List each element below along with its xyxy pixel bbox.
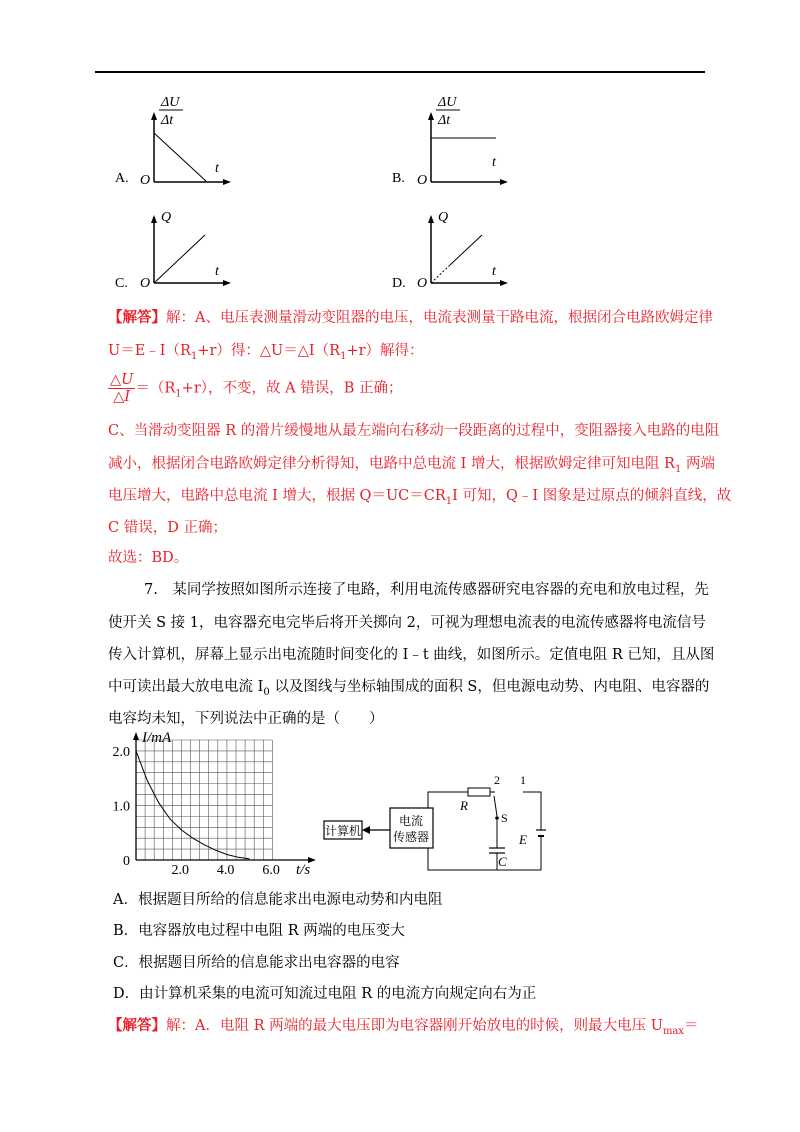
q7-line4: 中可读出最大放电电流 $I_0$ 以及图线与坐标轴围成的面积 S，但电源电动势、内电阻、电容器的 (108, 679, 710, 698)
switch-pos-1: 1 (520, 773, 526, 787)
answer6-line8: 故选：BD。 (108, 550, 189, 566)
answer6-line4: C、当滑动变阻器 R 的滑片缓慢地从最左端向右移动一段距离的过程中，变阻器接入电路的电阻 (108, 423, 720, 439)
graph-c-origin: O (140, 276, 151, 291)
graph-a-ylabel-bottom: Δt (161, 113, 174, 128)
q7-option-a[interactable]: A．根据题目所给的信息能求出电源电动势和内电阻 (113, 892, 443, 908)
chart-y-arrow (133, 732, 139, 740)
chart-y-tick-label: 0 (123, 854, 130, 869)
resistor-label: R (460, 798, 468, 813)
q7-option-b[interactable]: B．电容器放电过程中电阻 R 两端的电压变大 (113, 923, 405, 939)
option-c-graph (135, 205, 235, 295)
option-d-graph (412, 205, 512, 295)
switch-label: S (501, 811, 508, 825)
answer6-line3: $\frac{\triangle U}{\triangle I}$ $=(R_1+r)$，不变，故 A 错误，B 正确； (110, 372, 403, 405)
option-a-label: A. (115, 171, 129, 186)
graph-d-xlabel: t (492, 264, 496, 279)
chart-y-tick-label: 1.0 (112, 799, 130, 815)
option-d-label: D. (392, 276, 406, 291)
current-time-chart (108, 728, 318, 876)
graph-c-xlabel: t (215, 264, 219, 279)
resistor-r (468, 788, 490, 796)
capacitor-label: C (498, 854, 507, 869)
chart-series-line-i-t (136, 751, 250, 859)
q7-line2: 使开关 S 接 1，电容器充电完毕后将开关掷向 2，可视为理想电流表的电流传感器将电流信号 (108, 615, 706, 631)
q7-line5: 电容均未知，下列说法中正确的是（ ） (108, 711, 384, 727)
answer6-line1: 【解答】解：A、电压表测量滑动变阻器的电压，电流表测量干路电流，根据闭合电路欧姆定律 (108, 309, 713, 326)
answer6-line5: 减小，根据闭合电路欧姆定律分析得知，电路中总电流 I 增大，根据欧姆定律可知电阻 $R_1$ 两端 (108, 456, 715, 475)
chart-x-tick-label: 2.0 (171, 863, 189, 876)
graph-b-xlabel: t (492, 155, 496, 170)
q7-option-d[interactable]: D．由计算机采集的电流可知流过电阻 R 的电流方向规定向右为正 (113, 986, 537, 1002)
answer7-line1: 【解答】解：A．电阻 R 两端的最大电压即为电容器刚开始放电的时候，则最大电压 $U_{max}=$ (108, 1017, 699, 1037)
chart-ylabel: I/mA (142, 730, 172, 746)
computer-label: 计算机 (324, 824, 362, 838)
chart-x-tick-label: 6.0 (262, 863, 280, 876)
switch-pos-2: 2 (494, 773, 500, 787)
q7-line1: 7. 某同学按照如图所示连接了电路，利用电流传感器研究电容器的充电和放电过程，先 (144, 582, 709, 598)
option-b-graph (412, 92, 512, 192)
answer6-line7: C 错误，D 正确； (108, 520, 227, 536)
sensor-label-1: 电流 (398, 814, 424, 828)
switch-s (494, 796, 497, 816)
graph-b-ylabel-top: ΔU (438, 95, 457, 110)
option-a-graph (135, 92, 235, 192)
chart-x-tick-label: 4.0 (216, 863, 235, 876)
graph-b-ylabel-bottom: Δt (438, 113, 451, 128)
header-rule (95, 71, 705, 73)
answer-tag: 【解答】 (108, 309, 166, 326)
battery-label: E (519, 832, 527, 847)
graph-c-ylabel: Q (161, 210, 172, 225)
chart-xlabel: t/s (296, 862, 311, 876)
graph-b-origin: O (417, 173, 428, 188)
circuit-diagram (320, 770, 550, 880)
sensor-label-2: 传感器 (392, 830, 430, 844)
answer6-line6: 电压增大，电路中总电流 I 增大，根据 $Q=UC=CR_1I$ 可知，Q﹣I 图象是过原点的倾斜直线，故 (108, 488, 732, 507)
q7-option-c[interactable]: C．根据题目所给的信息能求出电容器的电容 (113, 955, 400, 971)
graph-a-xlabel: t (215, 161, 219, 176)
chart-y-tick-label: 2.0 (112, 744, 130, 760)
graph-a-origin: O (140, 173, 151, 188)
fraction-du-di: $\frac{\triangle U}{\triangle I}$ (110, 372, 134, 405)
q7-line3: 传入计算机，屏幕上显示出电流随时间变化的 I﹣t 曲线，如图所示。定值电阻 R 已知，且从图 (108, 647, 715, 663)
answer6-line2: $U=E﹣I(R_1+r)$得：$\triangle U=\triangle I(R_1+r)$解得： (108, 343, 424, 362)
option-c-label: C. (115, 276, 128, 291)
graph-d-origin: O (417, 276, 428, 291)
graph-d-ylabel: Q (438, 210, 449, 225)
option-b-label: B. (392, 171, 405, 186)
graph-a-ylabel-top: ΔU (161, 95, 180, 110)
